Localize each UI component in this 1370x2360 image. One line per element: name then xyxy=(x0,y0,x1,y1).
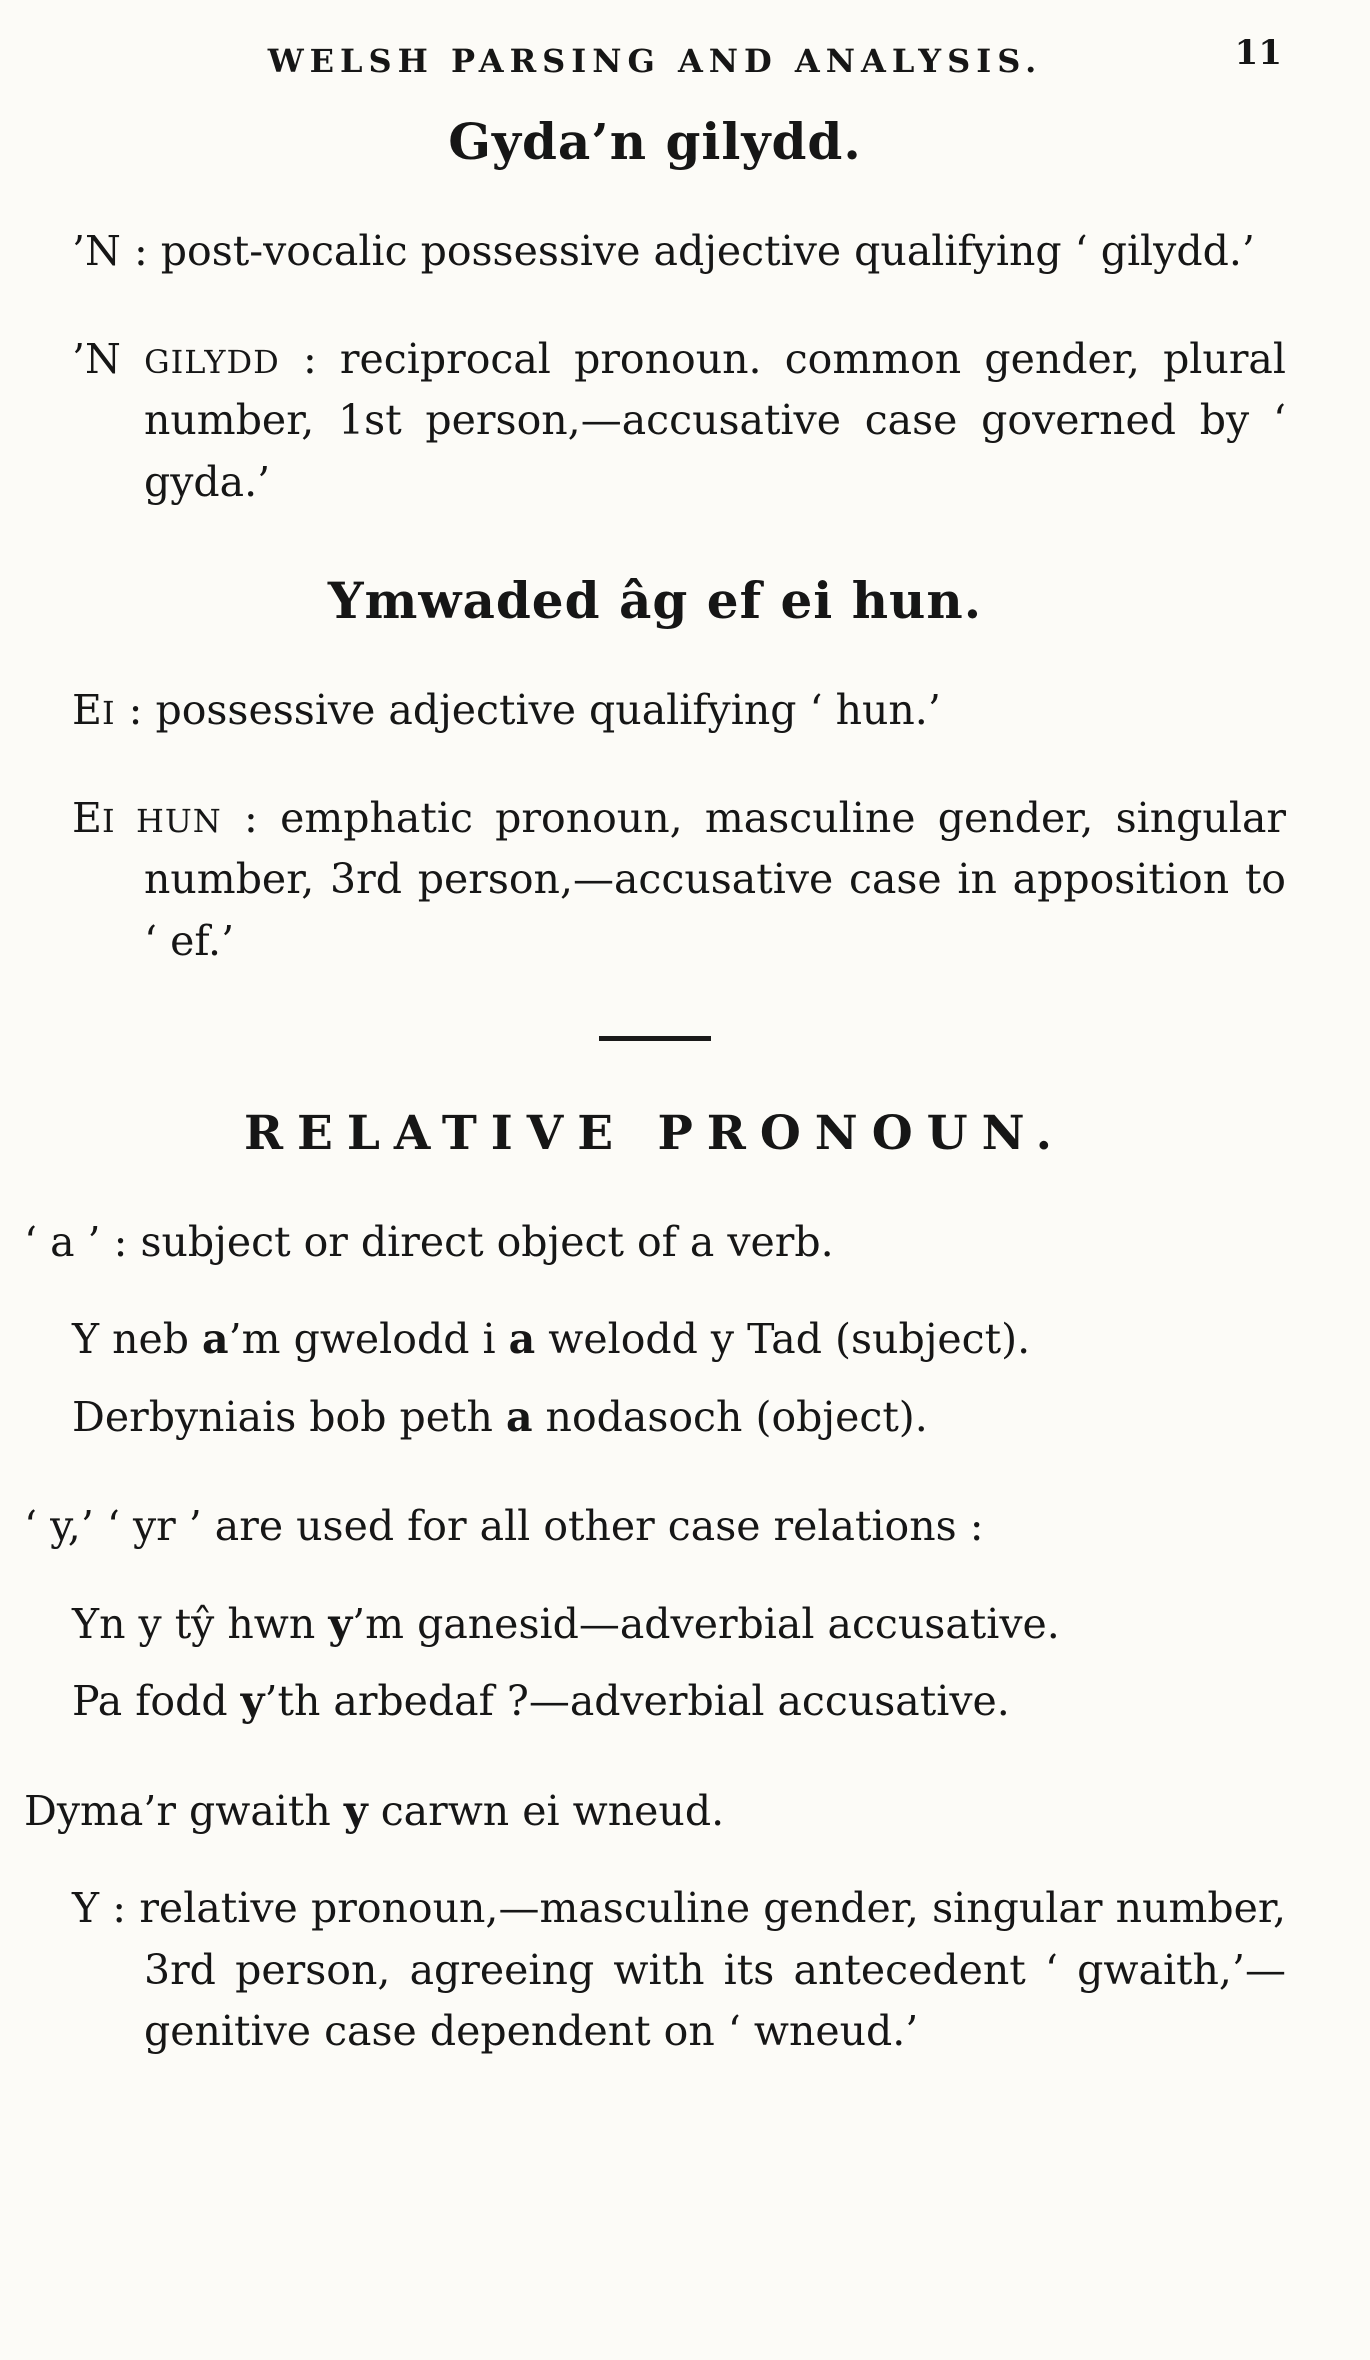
entry-ei-hun-body: : emphatic pronoun, masculine gender, singular number, 3rd person,—accusative case in apposition to ‘ ef.’ xyxy=(144,793,1286,965)
heading-relative-pronoun: RELATIVE PRONOUN. xyxy=(244,1106,1066,1161)
example-y-2 xyxy=(72,1671,1286,1733)
entry-ei-hun xyxy=(72,788,1286,973)
example-y-2-run: ’th arbedaf ?—adverbial accusative. xyxy=(264,1677,1010,1725)
heading-gydan-gilydd: Gyda’n gilydd. xyxy=(448,112,862,171)
heading-ymwaded: Ymwaded âg ef ei hun. xyxy=(327,571,983,630)
term-ei xyxy=(72,686,116,734)
example-dyma-bold: y xyxy=(343,1786,368,1835)
term-n: ’N xyxy=(72,227,121,275)
example-y-1 xyxy=(72,1594,1286,1656)
example-a-2-run: nodasoch (object). xyxy=(532,1392,928,1441)
entry-n-gilydd-body: : reciprocal pronoun. common gender, plural number, 1st person,—accusative case governed by ‘ gyda.’ xyxy=(144,334,1286,506)
example-a-2 xyxy=(72,1387,1286,1449)
example-y-1-run: Yn y tŷ hwn xyxy=(72,1599,329,1648)
example-y-1-run: ’m ganesid—adverbial accusative. xyxy=(352,1599,1060,1648)
term-y: Y xyxy=(72,1884,100,1932)
term-n-gilydd-main: ’N xyxy=(72,334,145,383)
example-dyma-run: Dyma’r gwaith xyxy=(24,1786,344,1835)
entry-ei-body: : possessive adjective qualifying ‘ hun.’ xyxy=(115,686,941,734)
example-a-1-bold: a xyxy=(508,1315,536,1363)
entry-y-body: : relative pronoun,—masculine gender, singular number, 3rd person, agreeing with its antecedent ‘ gwaith,’—genitive case dependent on ‘ wneud.’ xyxy=(99,1884,1286,2055)
entry-n-gilydd xyxy=(72,329,1286,514)
entry-ei xyxy=(72,680,1286,742)
page-number: 11 xyxy=(1234,33,1282,73)
term-n-gilydd-caps: GILYDD xyxy=(144,342,280,381)
example-a-1-run: Y neb xyxy=(72,1315,203,1363)
term-ei-hun-caps: I HUN xyxy=(101,801,222,840)
term-ei-main: E xyxy=(72,686,102,734)
example-a-1-run: ’m gwelodd i xyxy=(228,1315,509,1363)
rule-y: ‘ y,’ ‘ yr ’ are used for all other case relations : xyxy=(24,1502,984,1550)
term-ei-caps: I xyxy=(101,694,116,732)
example-a-1-bold: a xyxy=(202,1315,229,1363)
section-divider xyxy=(599,1036,711,1041)
example-a-1 xyxy=(72,1309,1286,1371)
examples-a xyxy=(24,1309,1286,1448)
page-header xyxy=(24,28,1286,80)
examples-y xyxy=(24,1594,1286,1733)
example-dyma-run: carwn ei wneud. xyxy=(367,1786,725,1835)
term-ei-hun-main: E xyxy=(72,793,102,842)
example-a-1-run: welodd y Tad (subject). xyxy=(535,1315,1031,1363)
term-ei-hun xyxy=(72,794,222,842)
rule-a: ‘ a ’ : subject or direct object of a verb. xyxy=(24,1217,834,1266)
example-a-2-run: Derbyniais bob peth xyxy=(72,1392,506,1441)
running-title: WELSH PARSING AND ANALYSIS. xyxy=(267,42,1043,80)
example-dyma xyxy=(24,1781,1286,1843)
example-y-1-bold: y xyxy=(328,1599,353,1648)
example-y-2-bold: y xyxy=(240,1677,265,1725)
entry-y xyxy=(72,1878,1286,2063)
term-n-gilydd xyxy=(72,335,280,383)
example-y-2-run: Pa fodd xyxy=(72,1677,241,1725)
entry-n xyxy=(72,221,1286,283)
example-a-2-bold: a xyxy=(505,1392,533,1441)
entry-n-body: : post-vocalic possessive adjective qualifying ‘ gilydd.’ xyxy=(120,227,1255,275)
